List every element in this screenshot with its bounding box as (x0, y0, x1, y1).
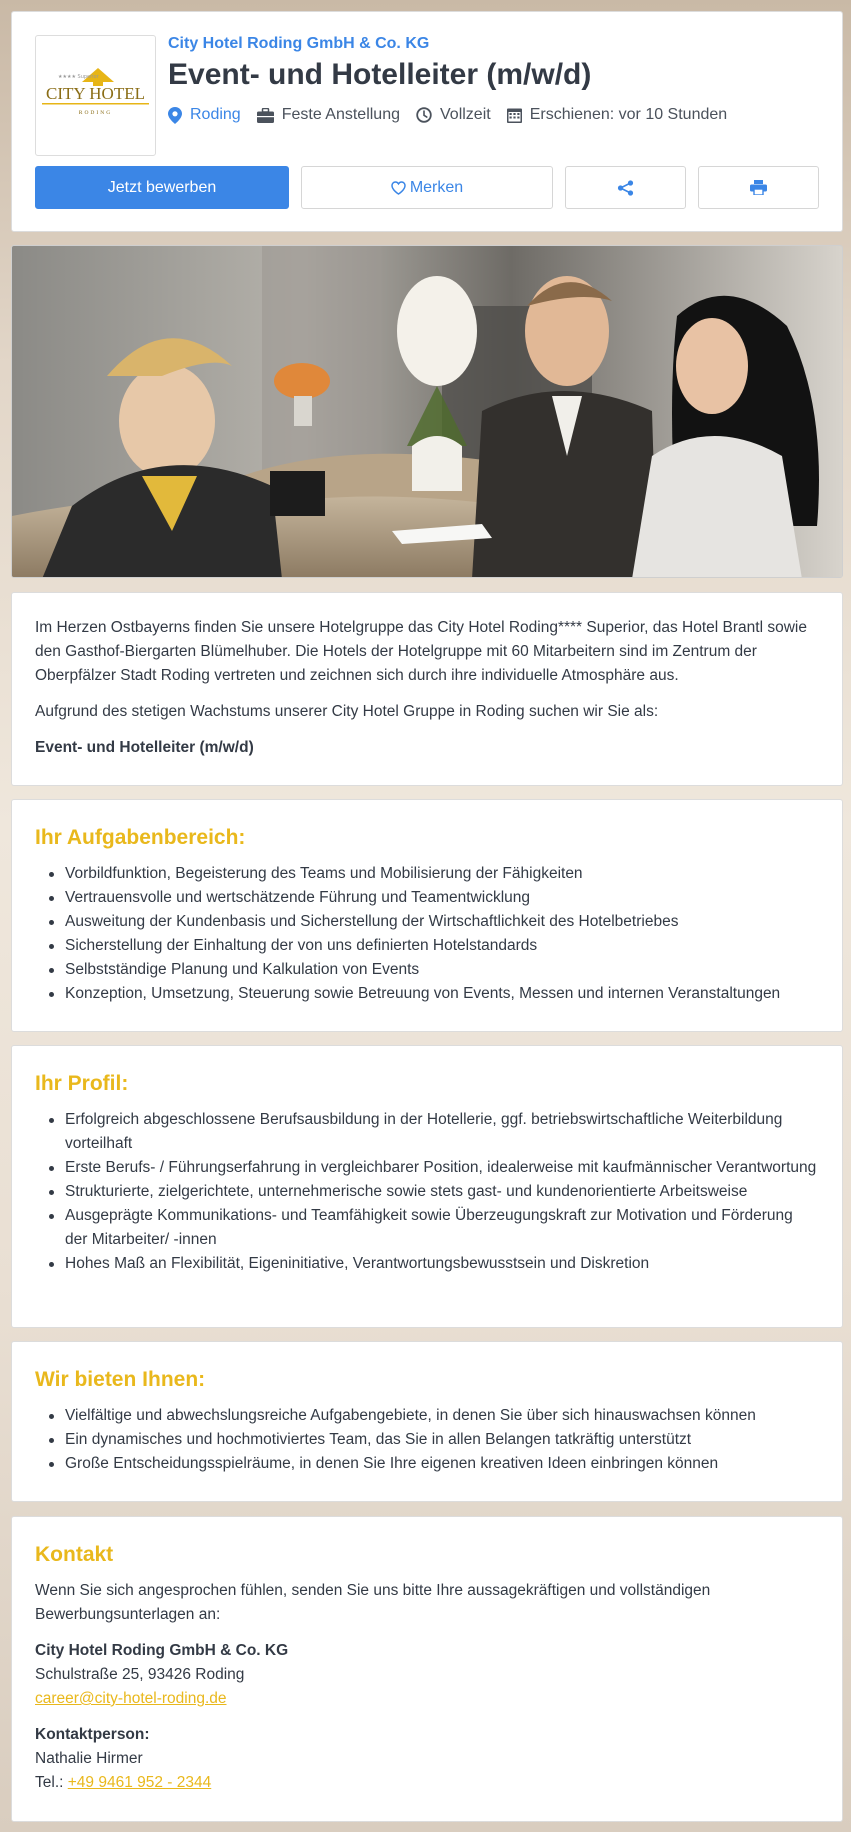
apply-button[interactable]: Jetzt bewerben (35, 166, 289, 209)
profile-heading: Ihr Profil: (35, 1072, 129, 1095)
calendar-icon (507, 107, 522, 123)
offer-card (11, 1341, 843, 1502)
list-item: Hohes Maß an Flexibilität, Eigeninitiative, Verantwortungsbewusstsein und Diskretion (35, 1252, 819, 1276)
tasks-heading: Ihr Aufgabenbereich: (35, 826, 246, 849)
contact-address (35, 1639, 819, 1711)
list-item: Ein dynamisches und hochmotiviertes Team, das Sie in allen Belangen tatkräftig unterstützt (35, 1428, 819, 1452)
contact-heading: Kontakt (35, 1543, 114, 1566)
intro-paragraph-2: Aufgrund des stetigen Wachstums unserer City Hotel Gruppe in Roding suchen wir Sie als: (35, 703, 659, 720)
published-text: Erschienen: vor 10 Stunden (529, 106, 728, 123)
meta-hours (416, 106, 491, 124)
meta-employment (257, 106, 400, 124)
svg-text:CITY HOTEL: CITY HOTEL (46, 84, 145, 103)
intro-position: Event- und Hotelleiter (m/w/d) (35, 739, 254, 756)
company-name[interactable]: City Hotel Roding GmbH & Co. KG (168, 35, 430, 52)
tasks-card (11, 799, 843, 1032)
profile-list (35, 1108, 819, 1276)
hotel-reception-photo (11, 245, 843, 578)
contact-company: City Hotel Roding GmbH & Co. KG (35, 1642, 289, 1659)
list-item: Große Entscheidungsspielräume, in denen Sie Ihre eigenen kreativen Ideen einbringen können (35, 1452, 819, 1476)
meta-location[interactable] (168, 106, 241, 124)
contact-text: Wenn Sie sich angesprochen fühlen, senden Sie uns bitte Ihre aussagekräftigen und vollständigen Bewerbungsunterlagen an: (35, 1582, 711, 1623)
employment-text: Feste Anstellung (281, 106, 400, 123)
briefcase-icon (257, 108, 274, 123)
list-item: Erfolgreich abgeschlossene Berufsausbildung in der Hotellerie, ggf. betriebswirtschaftliche Weiterbildung vorteilhaft (35, 1108, 819, 1156)
job-meta (168, 106, 743, 124)
company-logo (35, 35, 156, 156)
list-item: Vertrauensvolle und wertschätzende Führung und Teamentwicklung (35, 886, 819, 910)
list-item: Erste Berufs- / Führungserfahrung in vergleichbarer Position, idealerweise mit kaufmännischer Verantwortung (35, 1156, 819, 1180)
contact-person-label: Kontaktperson: (35, 1726, 150, 1743)
svg-text:★★★★ Superior: ★★★★ Superior (58, 74, 99, 80)
printer-icon (750, 180, 767, 195)
location-text[interactable]: Roding (190, 106, 241, 123)
contact-street: Schulstraße 25, 93426 Roding (35, 1666, 245, 1683)
heart-icon (391, 181, 406, 195)
svg-text:RODING: RODING (78, 110, 113, 116)
contact-phone-label: Tel.: (35, 1774, 68, 1791)
list-item: Ausgeprägte Kommunikations- und Teamfähigkeit sowie Überzeugungskraft zur Motivation und Förderung der Mitarbeiter/ -innen (35, 1204, 819, 1252)
contact-phone-link[interactable]: +49 9461 952 - 2344 (67, 1774, 212, 1791)
job-title: Event- und Hotelleiter (m/w/d) (168, 58, 592, 91)
job-header-card (11, 11, 843, 232)
contact-email-link[interactable]: career@city-hotel-roding.de (35, 1690, 227, 1707)
save-label: Merken (409, 178, 464, 196)
offer-list (35, 1404, 819, 1476)
contact-person-name: Nathalie Hirmer (35, 1750, 143, 1767)
clock-icon (416, 107, 432, 123)
tasks-list (35, 862, 819, 1006)
contact-person (35, 1723, 819, 1795)
intro-card (11, 592, 843, 786)
hours-text: Vollzeit (440, 106, 491, 123)
save-button[interactable] (301, 166, 553, 209)
print-button[interactable] (698, 166, 819, 209)
meta-published (507, 106, 727, 124)
list-item: Vorbildfunktion, Begeisterung des Teams und Mobilisierung der Fähigkeiten (35, 862, 819, 886)
profile-card (11, 1045, 843, 1328)
list-item: Strukturierte, zielgerichtete, unternehmerische sowie stets gast- und kundenorientierte Arbeitsweise (35, 1180, 819, 1204)
list-item: Vielfältige und abwechslungsreiche Aufgabengebiete, in denen Sie über sich hinauswachsen können (35, 1404, 819, 1428)
list-item: Konzeption, Umsetzung, Steuerung sowie Betreuung von Events, Messen und internen Veranstaltungen (35, 982, 819, 1006)
share-button[interactable] (565, 166, 686, 209)
map-pin-icon (168, 107, 182, 124)
list-item: Ausweitung der Kundenbasis und Sicherstellung der Wirtschaftlichkeit des Hotelbetriebes (35, 910, 819, 934)
intro-paragraph-1: Im Herzen Ostbayerns finden Sie unsere Hotelgruppe das City Hotel Roding**** Superior, das Hotel Brantl sowie den Gasthof-Biergarten Blümelhuber. Die Hotels der Hotelgruppe mit 60 Mitarbeitern sind im Zentrum der Oberpfälzer Stadt Roding vertreten und zeichnen sich durch ihre individuelle Atmosphäre aus. (35, 619, 807, 684)
list-item: Sicherstellung der Einhaltung der von uns definierten Hotelstandards (35, 934, 819, 958)
contact-card (11, 1516, 843, 1822)
list-item: Selbstständige Planung und Kalkulation von Events (35, 958, 819, 982)
share-icon (617, 180, 634, 196)
offer-heading: Wir bieten Ihnen: (35, 1368, 206, 1391)
